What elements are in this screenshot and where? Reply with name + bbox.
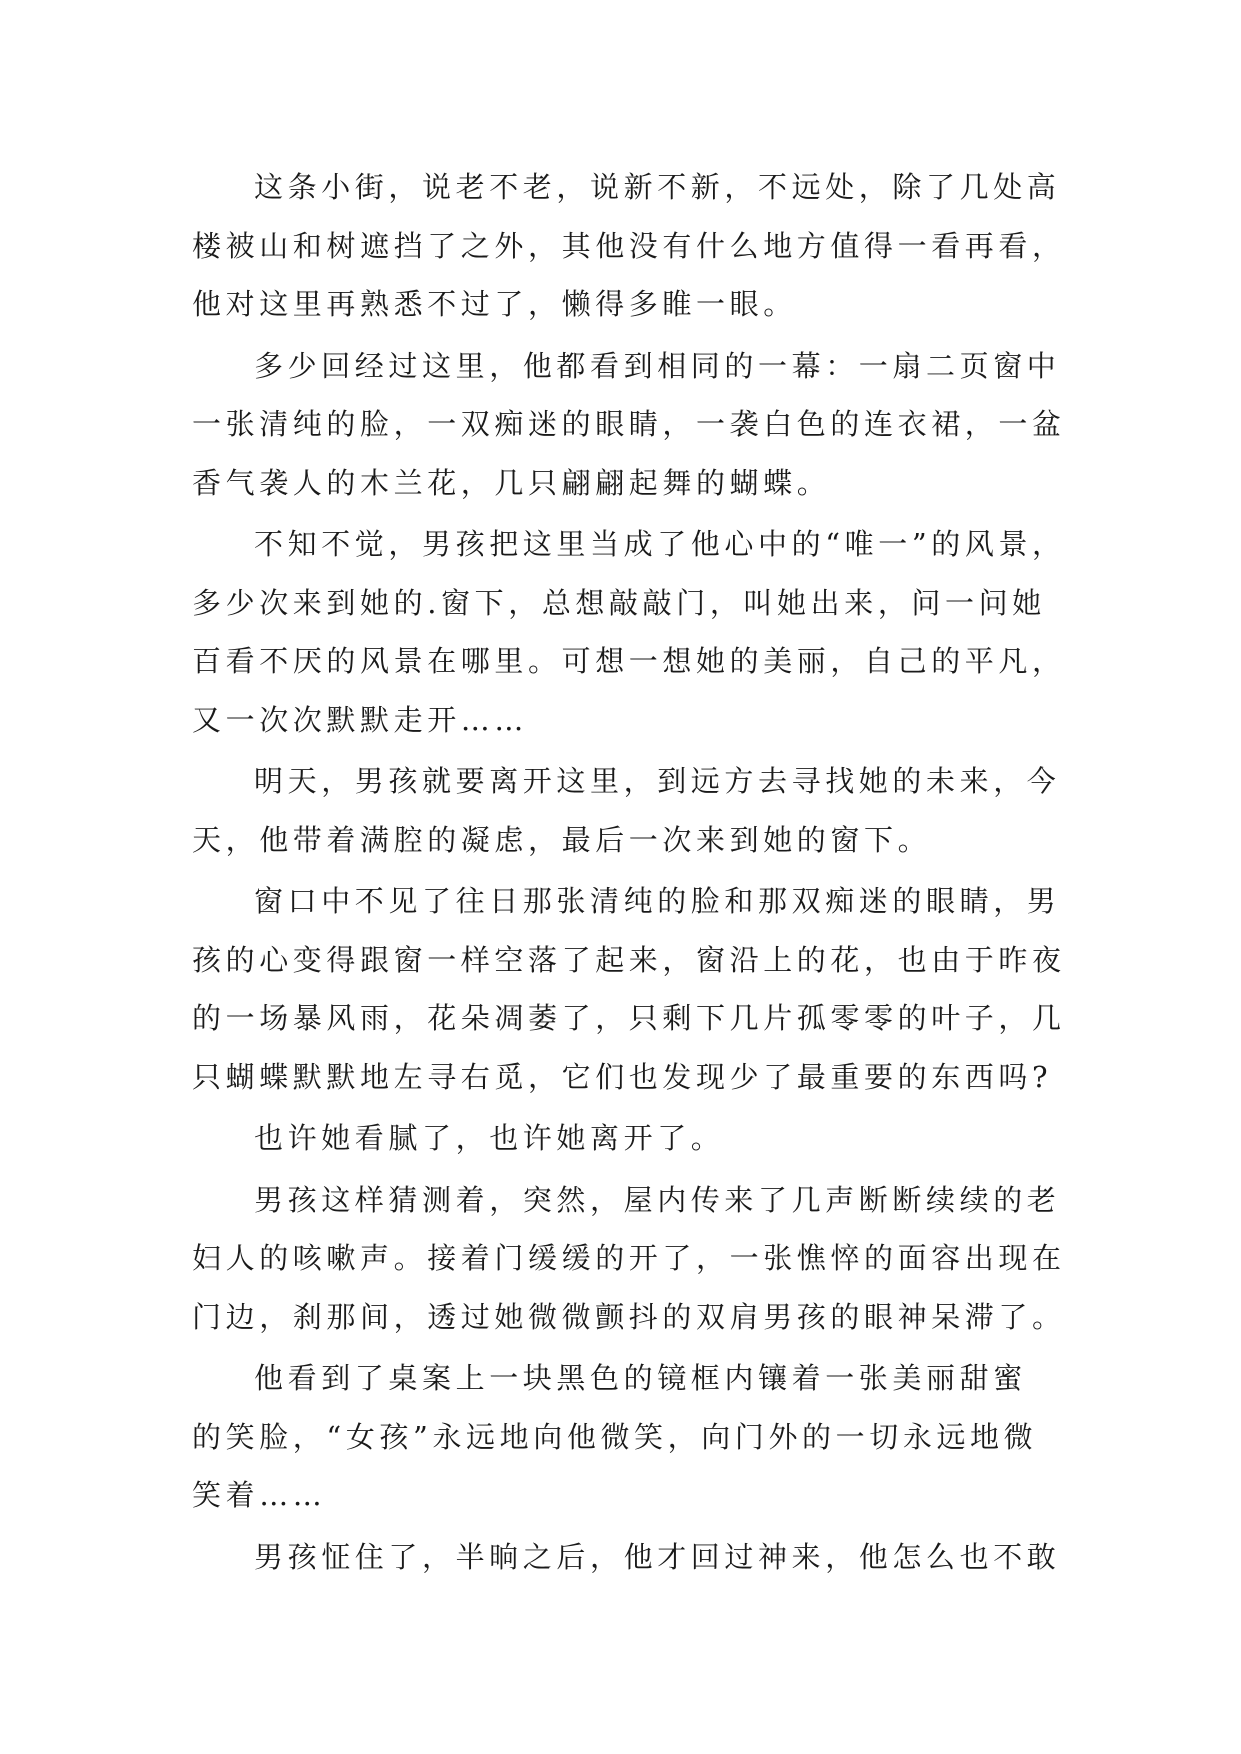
text-line: 百看不厌的风景在哪里。可想一想她的美丽，自己的平凡， bbox=[192, 644, 1066, 678]
text-line: 笑着…… bbox=[192, 1478, 327, 1512]
paragraph-1 bbox=[192, 158, 1066, 334]
text-line: 门边，刹那间，透过她微微颤抖的双肩男孩的眼神呆滞了。 bbox=[192, 1299, 1066, 1334]
text-line: 男孩怔住了，半晌之后，他才回过神来，他怎么也不敢 bbox=[254, 1539, 1061, 1574]
text-line: 也许她看腻了，也许她离开了。 bbox=[254, 1121, 725, 1155]
text-line: 明天，男孩就要离开这里，到远方去寻找她的未来，今 bbox=[254, 764, 1061, 798]
paragraph-2 bbox=[192, 337, 1066, 513]
text-line: 他对这里再熟悉不过了，懒得多睢一眼。 bbox=[192, 287, 797, 321]
text-line: 他看到了桌案上一块黑色的镜框内镶着一张美丽甜蜜 bbox=[254, 1361, 1027, 1395]
text-line: 天，他带着满腔的凝虑，最后一次来到她的窗下。 bbox=[192, 822, 932, 857]
story-text bbox=[192, 158, 1066, 1589]
text-line: 不知不觉，男孩把这里当成了他心中的“唯一”的风景， bbox=[254, 527, 1066, 561]
paragraph-9 bbox=[192, 1528, 1061, 1587]
text-line: 多少回经过这里，他都看到相同的一幕：一扇二页窗中 bbox=[254, 348, 1061, 383]
text-line: 的一场暴风雨，花朵凋萎了，只剩下几片孤零零的叶子，几 bbox=[192, 1001, 1066, 1035]
text-line: 多少次来到她的.窗下，总想敲敲门，叫她出来，问一问她 bbox=[192, 585, 1046, 620]
text-line: 只蝴蝶默默地左寻右觅，它们也发现少了最重要的东西吗? bbox=[192, 1059, 1053, 1094]
paragraph-5 bbox=[192, 872, 1066, 1106]
text-line: 男孩这样猜测着，突然，屋内传来了几声断断续续的老 bbox=[254, 1182, 1061, 1217]
text-line: 孩的心变得跟窗一样空落了起来，窗沿上的花，也由于昨夜 bbox=[192, 942, 1066, 977]
text-line: 的笑脸，“女孩”永远地向他微笑，向门外的一切永远地微 bbox=[192, 1419, 1038, 1454]
text-line: 妇人的咳嗽声。接着门缓缓的开了，一张憔悴的面容出现在 bbox=[192, 1241, 1066, 1275]
paragraph-8 bbox=[192, 1349, 1052, 1525]
paragraph-3 bbox=[192, 515, 1066, 749]
text-line: 窗口中不见了往日那张清纯的脸和那双痴迷的眼睛，男 bbox=[254, 884, 1061, 918]
paragraph-6 bbox=[192, 1109, 1052, 1168]
paragraph-4 bbox=[192, 752, 1061, 869]
text-line: 一张清纯的脸，一双痴迷的眼睛，一袭白色的连衣裙，一盆 bbox=[192, 407, 1066, 441]
text-line: 香气袭人的木兰花，几只翩翩起舞的蝴蝶。 bbox=[192, 465, 831, 500]
text-line: 这条小街，说老不老，说新不新，不远处，除了几处高 bbox=[254, 170, 1061, 204]
paragraph-7 bbox=[192, 1171, 1066, 1347]
text-line: 又一次次默默走开…… bbox=[192, 702, 529, 737]
text-line: 楼被山和树遮挡了之外，其他没有什么地方值得一看再看， bbox=[192, 228, 1066, 263]
